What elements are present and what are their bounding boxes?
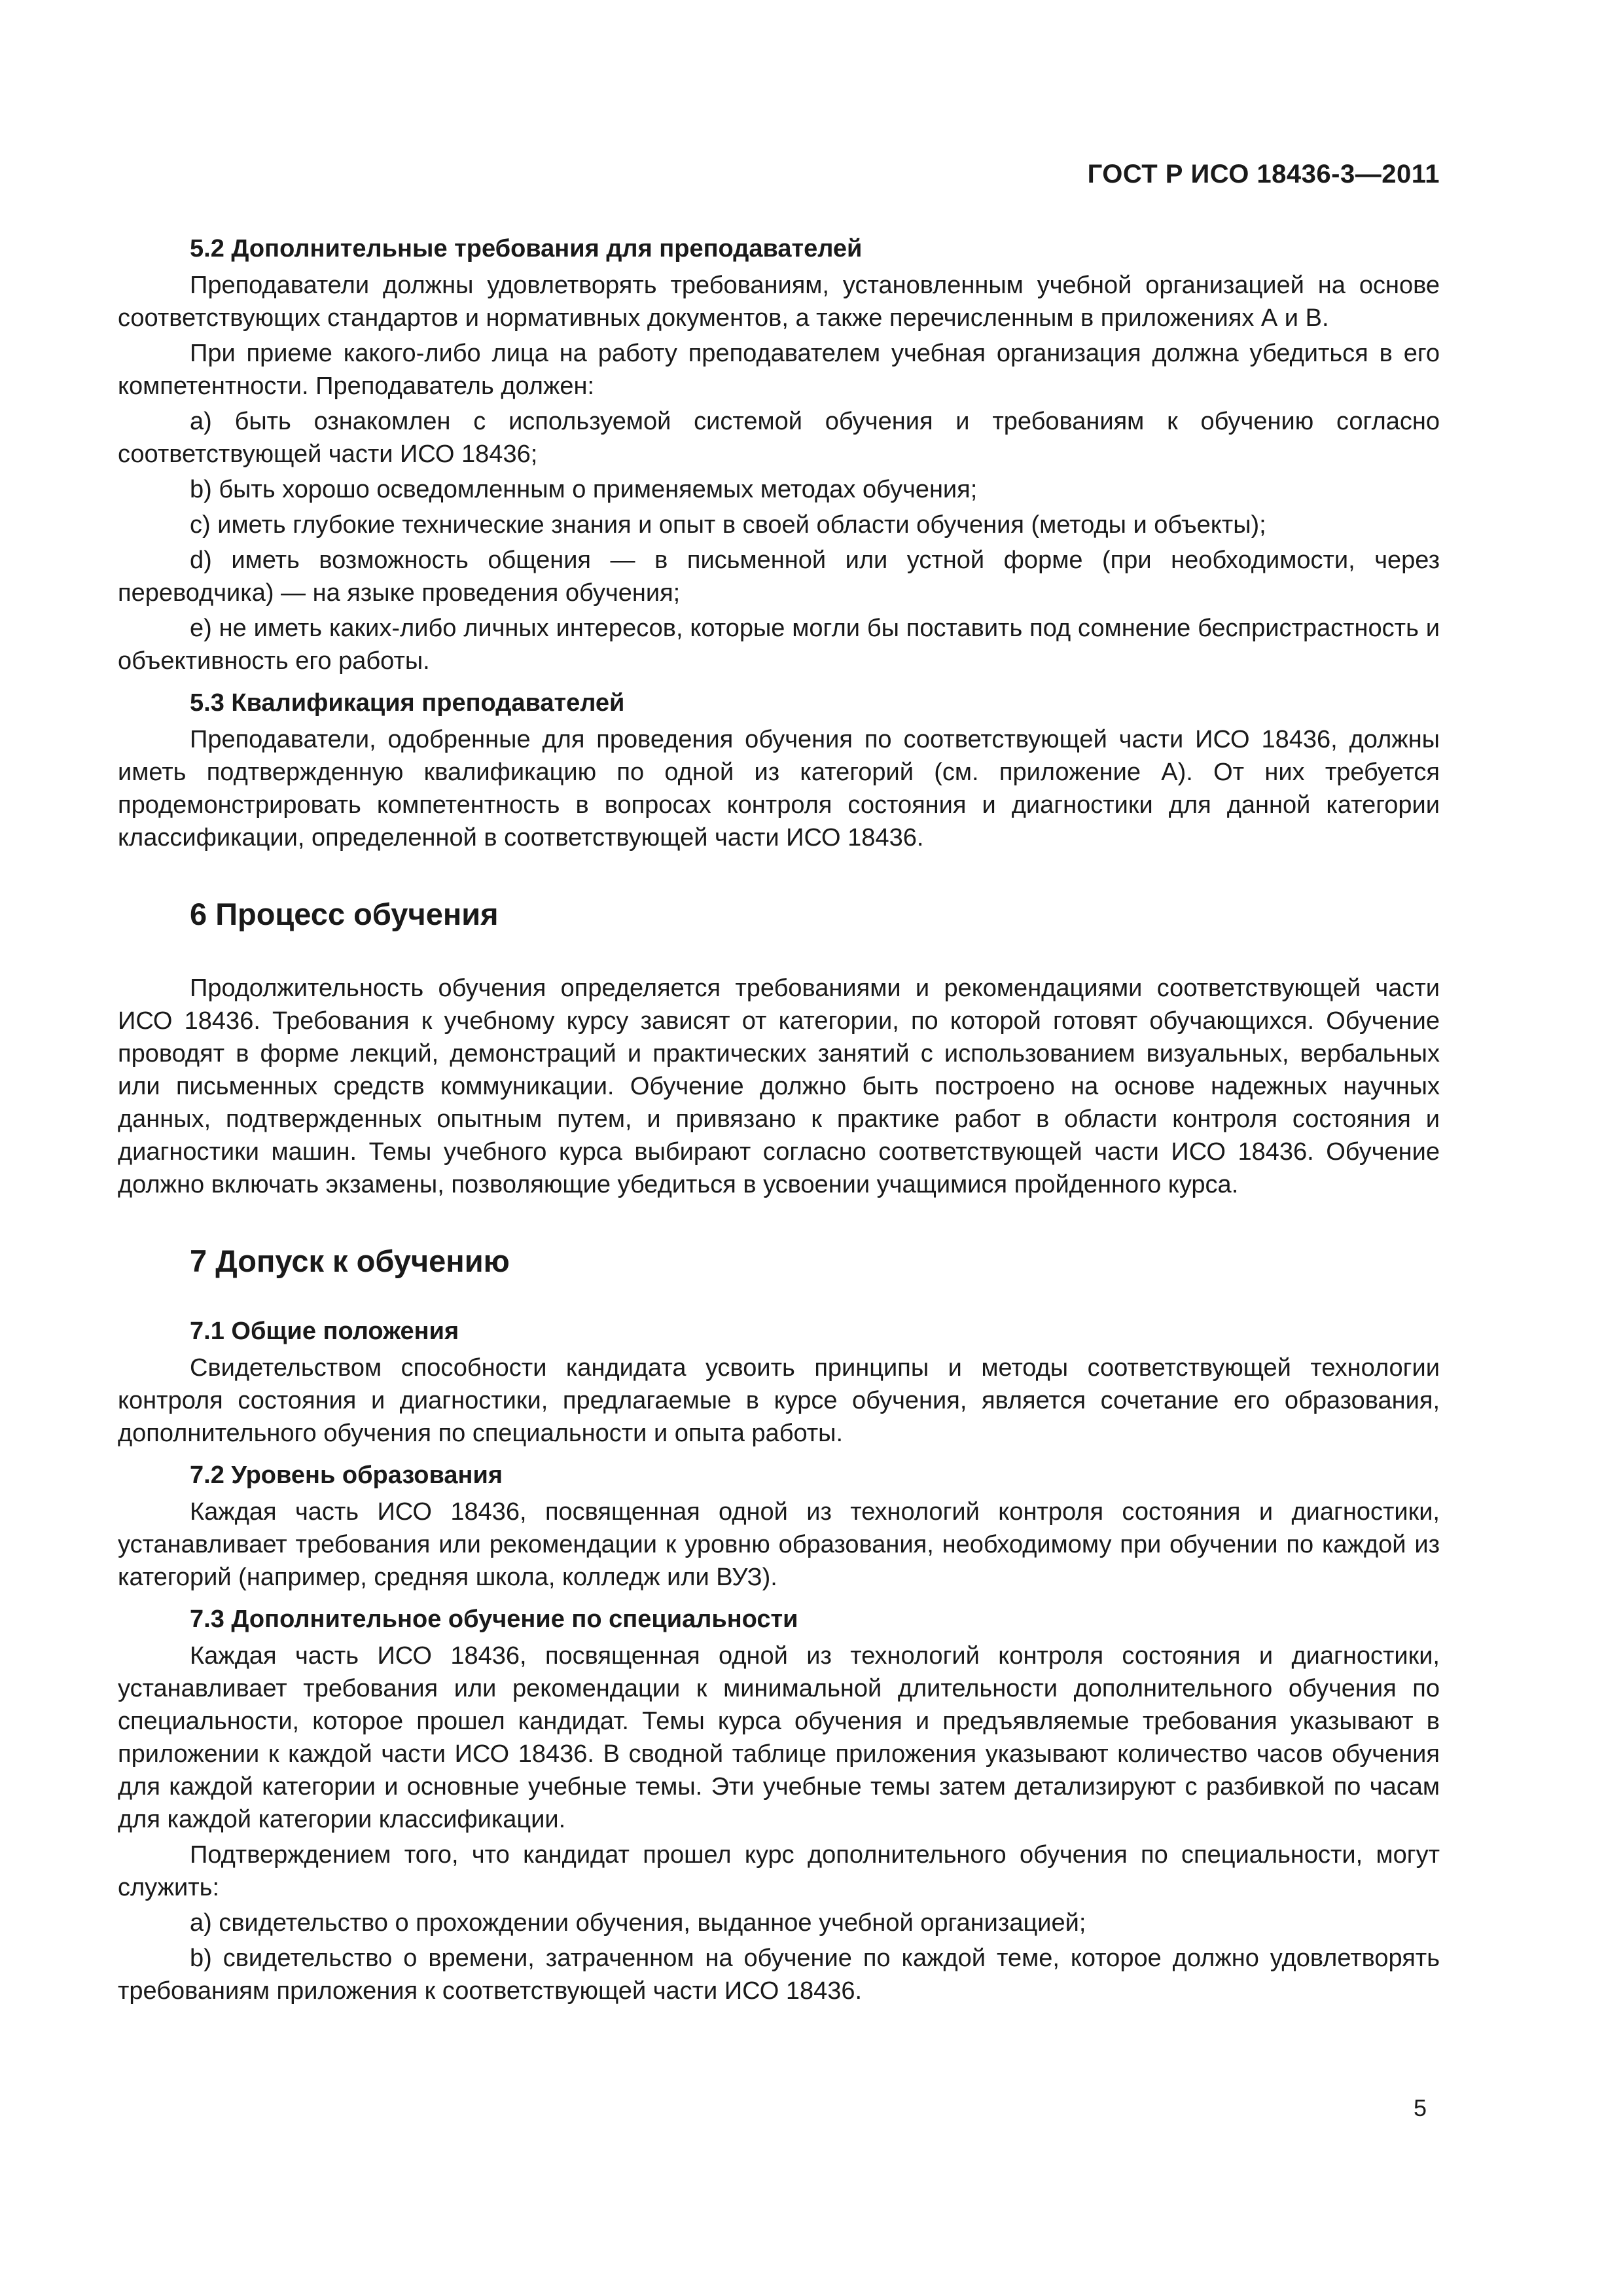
list-item-c: c) иметь глубокие технические знания и опыт в своей области обучения (методы и объекты); xyxy=(190,511,1266,539)
section-7-3-title: 7.3 Дополнительное обучение по специальности xyxy=(190,1605,798,1633)
section-7-2-title: 7.2 Уровень образования xyxy=(190,1462,503,1489)
page-content xyxy=(118,232,1440,2007)
list-item-b: b) быть хорошо осведомленным о применяемых методах обучения; xyxy=(190,476,978,503)
section-7 xyxy=(118,1242,1440,2007)
section-6-title: 6 Процесс обучения xyxy=(190,897,499,931)
section-6-paragraph-1: Продолжительность обучения определяется требованиями и рекомендациями соответствующей части ИСО 18436. Требования к учебному курсу зависят от категории, по которой готовят обучающихся. Обучение проводят в форме лекций, демонстраций и практических занятий с использованием визуальных, вербальных или письменных средств коммуникации. Обучение должно быть построено на основе надежных научных данных, подтвержденных опытным путем, и привязано к практике работ в области контроля состояния и диагностики машин. Темы учебного курса выбирают согласно соответствующей части ИСО 18436. Обучение должно включать экзамены, позволяющие убедиться в усвоении учащимися пройденного курса. xyxy=(118,975,1440,1198)
section-7-1-paragraph-1: Свидетельством способности кандидата усвоить принципы и методы соответствующей технологии контроля состояния и диагностики, предлагаемые в курсе обучения, является сочетание его образования, дополнительного обучения по специальности и опыта работы. xyxy=(118,1354,1440,1447)
section-6 xyxy=(118,895,1440,1201)
section-5-3-paragraph-1: Преподаватели, одобренные для проведения обучения по соответствующей части ИСО 18436, должны иметь подтвержденную квалификацию по одной из категорий (см. приложение А). От них требуется продемонстрировать компетентность в вопросах контроля состояния и диагностики для данной категории классификации, определенной в соответствующей части ИСО 18436. xyxy=(118,726,1440,852)
list-item-a: а) быть ознакомлен с используемой системой обучения и требованиям к обучению согласно соответствующей части ИСО 18436; xyxy=(118,408,1440,468)
section-7-title: 7 Допуск к обучению xyxy=(190,1244,510,1278)
document-code: ГОСТ Р ИСО 18436-3—2011 xyxy=(1087,160,1440,188)
section-7-2-paragraph-1: Каждая часть ИСО 18436, посвященная одной из технологий контроля состояния и диагностики, устанавливает требования или рекомендации к уровню образования, необходимому при обучении по каждой из категорий (например, средняя школа, колледж или ВУЗ). xyxy=(118,1498,1440,1591)
section-7-3-list-item-b: b) свидетельство о времени, затраченном на обучение по каждой теме, которое должно удовлетворять требованиям приложения к соответствующей части ИСО 18436. xyxy=(118,1945,1440,2005)
section-5-2-paragraph-2: При приеме какого-либо лица на работу преподавателем учебная организация должна убедиться в его компетентности. Преподаватель должен: xyxy=(118,340,1440,400)
section-5-3 xyxy=(118,687,1440,854)
section-7-3-list-item-a: а) свидетельство о прохождении обучения, выданное учебной организацией; xyxy=(190,1909,1086,1937)
section-5-3-title: 5.3 Квалификация преподавателей xyxy=(190,689,625,717)
section-7-1-title: 7.1 Общие положения xyxy=(190,1318,459,1345)
page-number: 5 xyxy=(1413,2094,1427,2121)
list-item-d: d) иметь возможность общения — в письменной или устной форме (при необходимости, через переводчика) — на языке проведения обучения; xyxy=(118,547,1440,607)
section-5-2-title: 5.2 Дополнительные требования для преподавателей xyxy=(190,235,863,262)
section-7-3-paragraph-1: Каждая часть ИСО 18436, посвященная одной из технологий контроля состояния и диагностики, устанавливает требования или рекомендации к минимальной длительности дополнительного обучения по специальности, которое прошел кандидат. Темы курса обучения и предъявляемые требования указывают в приложении к каждой части ИСО 18436. В сводной таблице приложения указывают количество часов обучения для каждой категории и основные учебные темы. Эти учебные темы затем детализируют с разбивкой по часам для каждой категории классификации. xyxy=(118,1642,1440,1833)
section-5-2 xyxy=(118,232,1440,677)
section-7-3-paragraph-2: Подтверждением того, что кандидат прошел курс дополнительного обучения по специальности, могут служить: xyxy=(118,1841,1440,1901)
section-7-heading-wrap xyxy=(118,1242,1440,1281)
section-5-2-paragraph-1: Преподаватели должны удовлетворять требованиям, установленным учебной организацией на основе соответствующих стандартов и нормативных документов, а также перечисленным в приложениях А и В. xyxy=(118,272,1440,332)
list-item-e: е) не иметь каких-либо личных интересов, которые могли бы поставить под сомнение беспристрастность и объективность его работы. xyxy=(118,615,1440,675)
section-6-heading-wrap xyxy=(118,895,1440,934)
